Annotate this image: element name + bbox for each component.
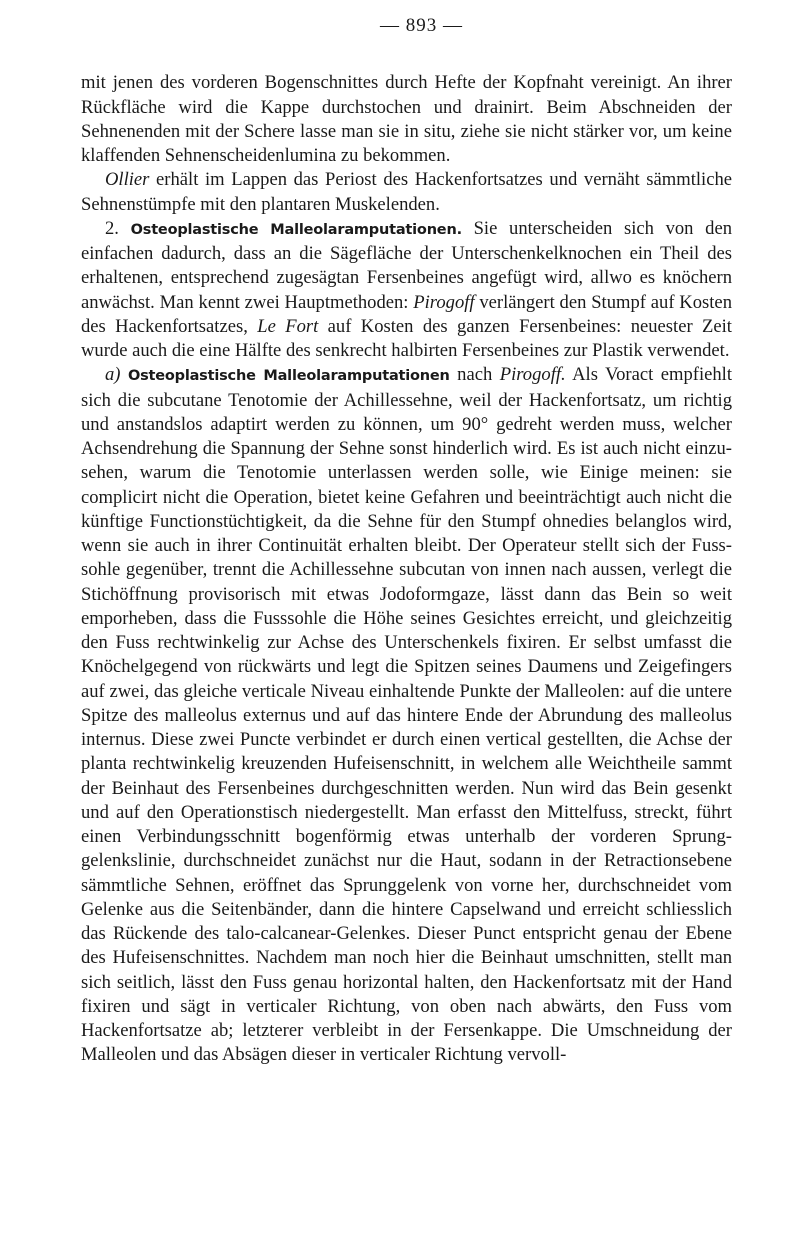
- italic-run: Ollier: [105, 169, 150, 191]
- text-run: nach: [449, 364, 500, 386]
- text-run: auf Kosten des ganzen Fersenbeines: neuester Zeit wurde auch die eine Hälfte des senkrecht halbirten Fersenbeines zur Plastik verwendet.: [81, 315, 732, 361]
- paragraph: [81, 217, 732, 364]
- text-run: mit jenen des vorderen Bogenschnittes durch Hefte der Kopfnaht vereinigt. An ihrer Rückfläche wird die Kappe durchstochen und drainirt. Beim Abschneiden der Sehnenenden mit der Schere lasse man sie in situ, ziehe sie nicht stärker vor, um keine klaffenden Sehnenscheidenlumina zu bekommen.: [81, 72, 732, 166]
- section-heading: Osteoplastische Malleolaramputationen: [127, 368, 450, 385]
- italic-run: Pirogoff.: [499, 364, 566, 386]
- text-run: verlängert den Stumpf auf Kosten des Hackenfortsatzes,: [81, 291, 732, 337]
- paragraph: [81, 168, 732, 217]
- text-run: 2.: [105, 217, 131, 239]
- italic-run: a): [105, 364, 128, 386]
- text-run: erhält im Lappen das Periost des Hackenfortsatzes und vernäht sämmtliche Sehnenstümpfe mit den plantaren Muskelenden.: [81, 169, 732, 215]
- text-run: Sie unterscheiden sich von den einfachen dadurch, dass an die Sägefläche der Unterschenkelknochen ein Theil des erhaltenen, entsprechend zugesägtan Fersenbeines angefügt wird, allwo es knöchern anwächst. Man kennt zwei Hauptmethoden:: [81, 217, 733, 313]
- text-run: Als Voract empfiehlt sich die subcutane Tenotomie der Achillessehne, weil der Hackenfortsatz, um richtig und anstandslos adaptirt werden zu können, um 90° gedreht werden muss, welcher Achsendrehung die Spannung der Sehne sonst hinderlich wird. Es ist auch nicht einzusehen, warum die Tenotomie unterlassen werden solle, wie Einige meinen: sie complicirt nicht die Operation, bietet keine Gefahren und beeinträchtigt auch nicht die künftige Functionstüchtigkeit, da die Sehne für den Stumpf ohnedies belanglos wird, wenn sie auch in ihrer Continuität erhalten bleibt. Der Operateur stellt sich der Fusssohle gegenüber, trennt die Achillessehne subcutan von innen nach aussen, verlegt die Stichöffnung provisorisch mit etwas Jodoformgaze, lässt dann das Bein so weit emporheben, dass die Fusssohle die Höhe seines Gesichtes erreicht, und gleichzeitig den Fuss rechtwinkelig zur Achse des Unterschenkels fixiren. Er selbst umfasst die Knöchelgegend von rückwärts und legt die Spitzen seines Daumens und Zeigefingers auf zwei, das gleiche verticale Niveau einhaltende Punkte der Malleolen: auf die untere Spitze des malleolus externus und auf das hintere Ende der Abrundung des malleolus internus. Diese zwei Puncte verbindet er durch einen vertical gestellten, die Achse der planta rechtwinkelig kreuzenden Hufeisenschnitt, in welchem alle Weichtheile sammt der Beinhaut des Fersenbeines durchgeschnitten werden. Nun wird das Bein gesenkt und auf den Operationstisch niedergestellt. Man erfasst den Mittelfuss, streckt, führt einen Verbindungsschnitt bogenförmig etwas unterhalb der vorderen Sprunggelenkslinie, durchschneidet zunächst nur die Haut, sodann in der Retractionsebene sämmtliche Sehnen, eröffnet das Sprunggelenk von vorne her, durchschneidet vom Gelenke aus die Seitenbänder, dann die hintere Capselwand und erreicht schliesslich das Rückende des talo-calcanear-Gelenkes. Dieser Punct entspricht genau der Ebene des Hufeisenschnittes. Nachdem man noch hier die Beinhaut umschnitten, stellt man sich seitlich, lässt den Fuss genau horizontal halten, den Hackenfortsatz mit der Hand fixiren und sägt in verticaler Richtung, von oben nach abwärts, den Fuss vom Hackenfortsatze ab; letzterer verbleibt in der Fersenkappe. Die Umschneidung der Malleolen und das Absägen dieser in verticaler Richtung vervoll-: [81, 364, 733, 1066]
- paragraph: [81, 71, 732, 168]
- italic-run: Le Fort: [257, 315, 319, 337]
- italic-run: Pirogoff: [413, 291, 475, 313]
- body-text: [81, 71, 732, 1067]
- section-heading: Osteoplastische Malleolaramputationen.: [130, 221, 462, 238]
- page-number: — 893 —: [380, 15, 463, 36]
- paragraph: [81, 363, 732, 1067]
